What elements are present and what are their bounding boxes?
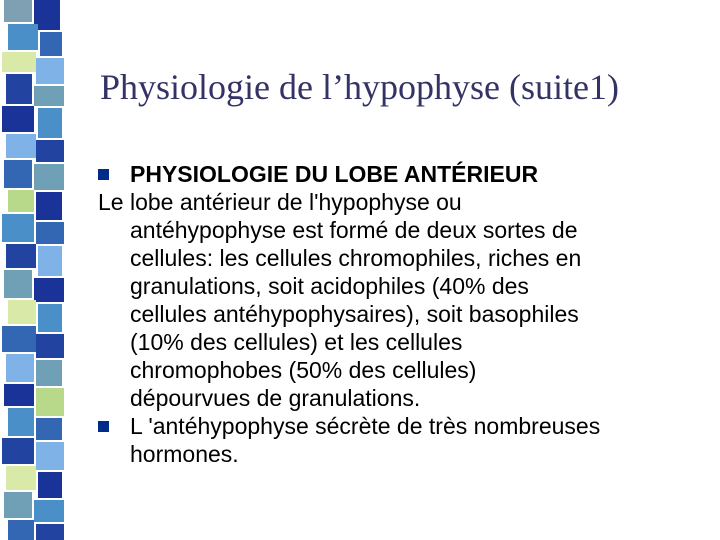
- slide-body: [98, 160, 710, 468]
- paragraph-line: (10% des cellules) et les cellules: [130, 329, 463, 355]
- paragraph-line: hormones.: [130, 441, 239, 467]
- square-bullet-icon: [98, 421, 109, 432]
- heading-bullet-item: [98, 160, 710, 188]
- bullet-item-2: [98, 412, 710, 468]
- paragraph-line: cellules antéhypophysaires), soit basophiles: [130, 301, 579, 327]
- paragraph-line: granulations, soit acidophiles (40% des: [130, 273, 529, 299]
- section-heading: PHYSIOLOGIE DU LOBE ANTÉRIEUR: [130, 161, 539, 187]
- paragraph-line: antéhypophyse est formé de deux sortes de: [130, 217, 578, 243]
- paragraph-line: Le lobe antérieur de l'hypophyse ou: [98, 189, 462, 215]
- paragraph-line: chromophobes (50% des cellules): [130, 357, 477, 383]
- paragraph-line: L 'antéhypophyse sécrète de très nombreuses: [130, 413, 601, 439]
- paragraph-line: cellules: les cellules chromophiles, riches en: [130, 245, 582, 271]
- square-bullet-icon: [98, 169, 109, 180]
- slide-title: Physiologie de l’hypophyse (suite1): [100, 67, 619, 107]
- decorative-stripe: [0, 0, 80, 540]
- paragraph-1: [98, 188, 710, 412]
- paragraph-line: dépourvues de granulations.: [130, 385, 421, 411]
